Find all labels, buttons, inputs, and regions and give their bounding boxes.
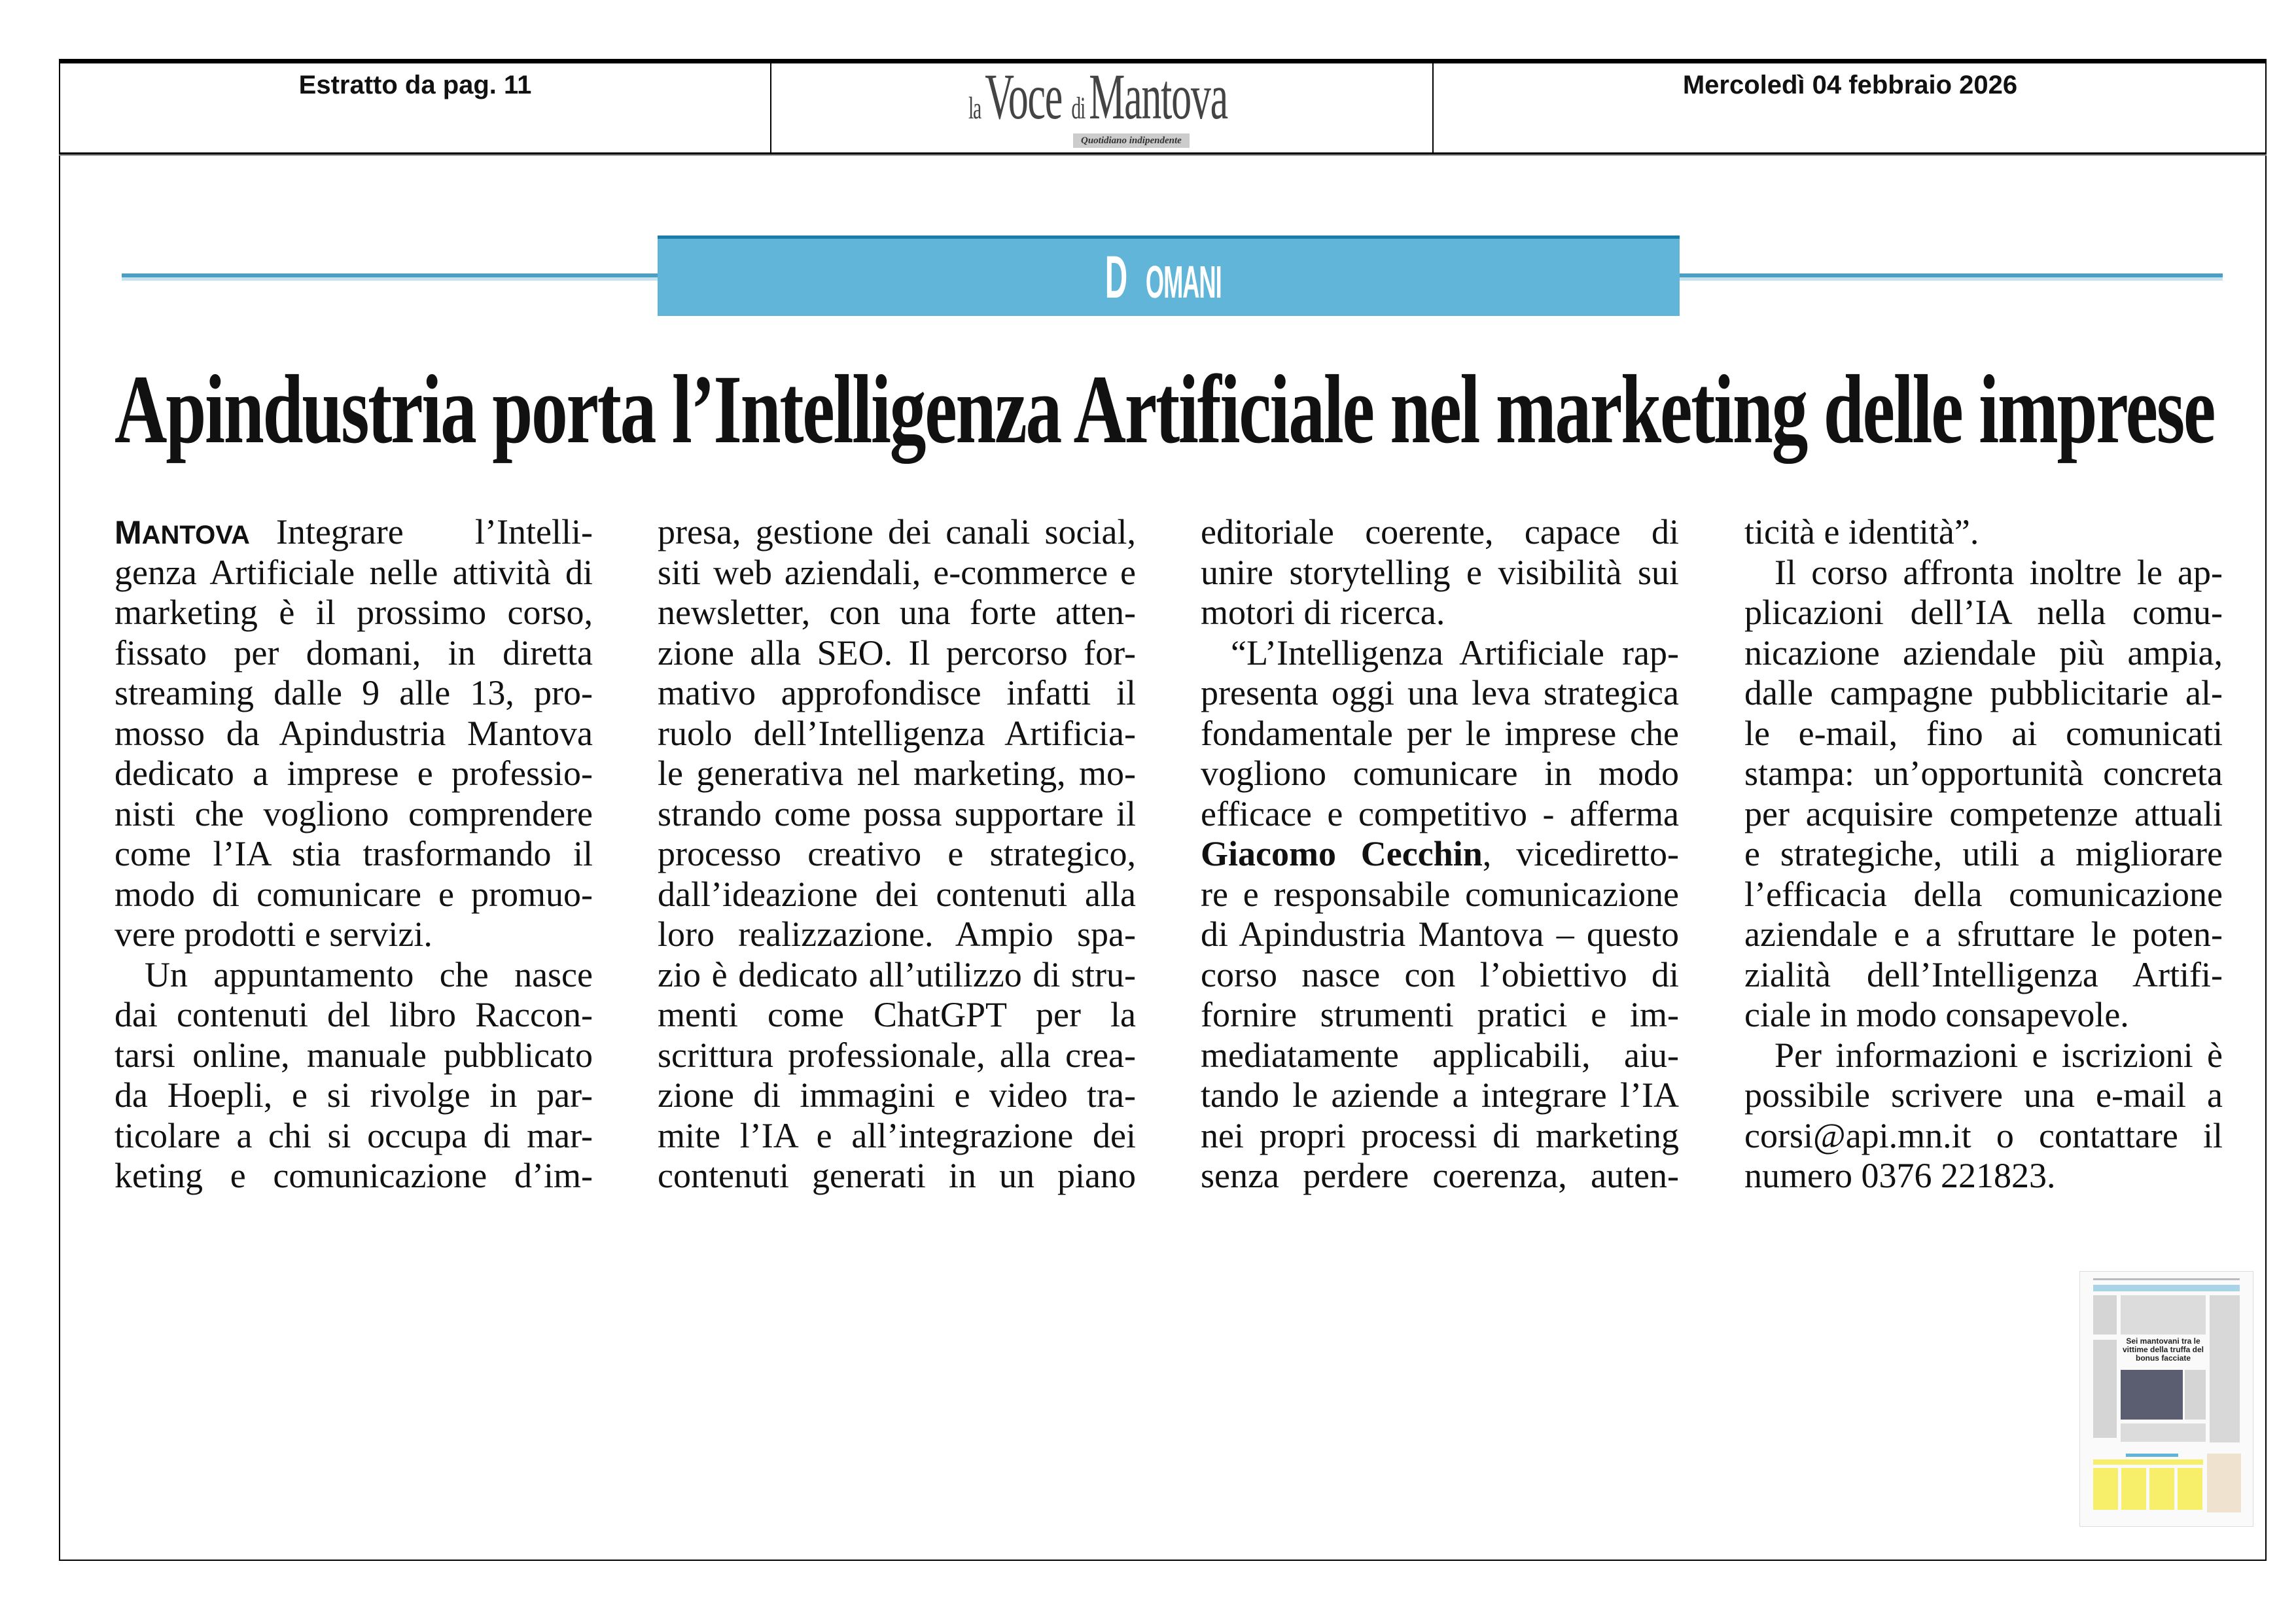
text-line: newsletter, con una forte atten- bbox=[658, 593, 1136, 632]
text-line: motori di ricerca. bbox=[1201, 593, 1445, 632]
text-line: ruolo dell’Intelligenza Artificia- bbox=[658, 713, 1136, 753]
text-line: dedicato a imprese e professio- bbox=[115, 754, 593, 793]
text-line: re e responsabile comunicazione bbox=[1201, 874, 1679, 914]
thumbnail-headline: Sei mantovani tra le vittime della truffa del bonus facciate bbox=[2122, 1336, 2204, 1363]
header-column-divider bbox=[770, 60, 771, 154]
text-line: di Apindustria Mantova – questo bbox=[1201, 915, 1679, 954]
page-thumbnail bbox=[2079, 1271, 2253, 1527]
text-line: streaming dalle 9 alle 13, pro- bbox=[115, 673, 593, 712]
article-column-4 bbox=[1744, 512, 2223, 1196]
text-line: fissato per domani, in diretta bbox=[115, 633, 593, 672]
text-line: mosso da Apindustria Mantova bbox=[115, 713, 593, 753]
text-line: e strategiche, utili a migliorare bbox=[1744, 834, 2223, 873]
thumbnail-highlighted-article bbox=[2093, 1454, 2203, 1512]
text-line: zione alla SEO. Il percorso for- bbox=[658, 633, 1136, 672]
text-line: ticità e identità”. bbox=[1744, 512, 1979, 551]
text-line: le e-mail, fino ai comunicati bbox=[1744, 713, 2223, 753]
text-line: processo creativo e strategico, bbox=[658, 834, 1136, 873]
text-line: nisti che vogliono comprendere bbox=[115, 794, 593, 833]
text-line: Il corso affronta inoltre le ap- bbox=[1775, 552, 2223, 592]
text-line: loro realizzazione. Ampio spa- bbox=[658, 915, 1136, 954]
logo-subtitle: Quotidiano indipendente bbox=[1073, 133, 1190, 148]
section-label: D OMANI bbox=[1104, 243, 1222, 311]
thumbnail-photo bbox=[2121, 1370, 2183, 1420]
text-line: zio è dedicato all’utilizzo di stru- bbox=[658, 954, 1136, 994]
publication-date: Mercoledì 04 febbraio 2026 bbox=[1682, 71, 2018, 99]
dateline: MANTOVA bbox=[115, 514, 250, 551]
text-line: fornire strumenti pratici e im- bbox=[1201, 995, 1679, 1034]
header-divider bbox=[59, 152, 2267, 156]
text-line: ticolare a chi si occupa di mar- bbox=[115, 1115, 593, 1155]
text-line: zialità dell’Intelligenza Artifi- bbox=[1744, 954, 2223, 994]
text-line: editoriale coerente, capace di bbox=[1201, 512, 1679, 551]
text-line: mite l’IA e all’integrazione dei bbox=[658, 1115, 1136, 1155]
article-headline bbox=[115, 353, 2214, 464]
text-line: vogliono comunicare in modo bbox=[1201, 754, 1679, 793]
text-line: dalle campagne pubblicitarie al- bbox=[1744, 673, 2223, 712]
headline-text: Apindustria porta l’Intelligenza Artificiale nel marketing delle imprese bbox=[115, 355, 2215, 464]
text-line: unire storytelling e visibilità sui bbox=[1201, 552, 1679, 592]
text-line: corso nasce con l’obiettivo di bbox=[1201, 954, 1679, 994]
text-line: marketing è il prossimo corso, bbox=[115, 593, 593, 632]
text-line: strando come possa supportare il bbox=[658, 794, 1136, 833]
text-line: vere prodotti e servizi. bbox=[115, 915, 433, 954]
text-line: tarsi online, manuale pubblicato bbox=[115, 1035, 593, 1075]
text-line: scrittura professionale, alla crea- bbox=[658, 1035, 1136, 1075]
text-line: “L’Intelligenza Artificiale rap- bbox=[1231, 633, 1679, 672]
article-column-1 bbox=[115, 512, 593, 1196]
text-line: zione di immagini e video tra- bbox=[658, 1075, 1136, 1115]
newspaper-logo bbox=[968, 60, 1322, 150]
thumbnail-side-box bbox=[2207, 1454, 2241, 1512]
text-line: ciale in modo consapevole. bbox=[1744, 995, 2129, 1034]
text-line: MANTOVA Integrare l’Intelli- bbox=[115, 512, 593, 551]
text-line: Un appuntamento che nasce bbox=[145, 954, 593, 994]
text-line: contenuti generati in un piano bbox=[658, 1156, 1136, 1195]
text-line: keting e comunicazione d’im- bbox=[115, 1156, 593, 1195]
text-line: modo di comunicare e promuo- bbox=[115, 874, 593, 914]
text-line: da Hoepli, e si rivolge in par- bbox=[115, 1075, 593, 1115]
text-line: dall’ideazione dei contenuti alla bbox=[658, 874, 1136, 914]
text-line: siti web aziendali, e-commerce e bbox=[658, 552, 1136, 592]
text-line: numero 0376 221823. bbox=[1744, 1156, 2056, 1195]
text-line: fondamentale per le imprese che bbox=[1201, 713, 1679, 753]
text-line: possibile scrivere una e-mail a bbox=[1744, 1075, 2223, 1115]
text-line: le generativa nel marketing, mo- bbox=[658, 754, 1136, 793]
text-line: l’efficacia della comunicazione bbox=[1744, 874, 2223, 914]
text-line: efficace e competitivo - afferma bbox=[1201, 794, 1679, 833]
text-line: stampa: un’opportunità concreta bbox=[1744, 754, 2223, 793]
text-line: nei propri processi di marketing bbox=[1201, 1115, 1679, 1155]
text-line: Per informazioni e iscrizioni è bbox=[1775, 1035, 2223, 1075]
text-line: tando le aziende a integrare l’IA bbox=[1201, 1075, 1679, 1115]
text-line: corsi@api.mn.it o contattare il bbox=[1744, 1115, 2223, 1155]
text-line: aziendale e a sfruttare le poten- bbox=[1744, 915, 2223, 954]
text-line: plicazioni dell’IA nella comu- bbox=[1744, 593, 2223, 632]
text-line: presenta oggi una leva strategica bbox=[1201, 673, 1679, 712]
text-line: Giacomo Cecchin, vicediretto- bbox=[1201, 834, 1679, 873]
article-column-2 bbox=[658, 512, 1136, 1196]
text-line: dai contenuti del libro Raccon- bbox=[115, 995, 593, 1034]
text-line: per acquisire competenze attuali bbox=[1744, 794, 2223, 833]
text-line: genza Artificiale nelle attività di bbox=[115, 552, 593, 592]
extract-page-label: Estratto da pag. 11 bbox=[298, 71, 532, 99]
text-line: mediatamente applicabili, aiu- bbox=[1201, 1035, 1679, 1075]
text-line: nicazione aziendale più ampia, bbox=[1744, 633, 2223, 672]
text-line: mativo approfondisce infatti il bbox=[658, 673, 1136, 712]
article-column-3 bbox=[1201, 512, 1679, 1196]
logo-wordmark: la Voce di Mantova bbox=[968, 60, 1227, 133]
text-line: presa, gestione dei canali social, bbox=[658, 512, 1136, 551]
section-band bbox=[658, 236, 1680, 316]
text-line: menti come ChatGPT per la bbox=[658, 995, 1136, 1034]
text-line: senza perdere coerenza, auten- bbox=[1201, 1156, 1679, 1195]
text-line: come l’IA stia trasformando il bbox=[115, 834, 593, 873]
